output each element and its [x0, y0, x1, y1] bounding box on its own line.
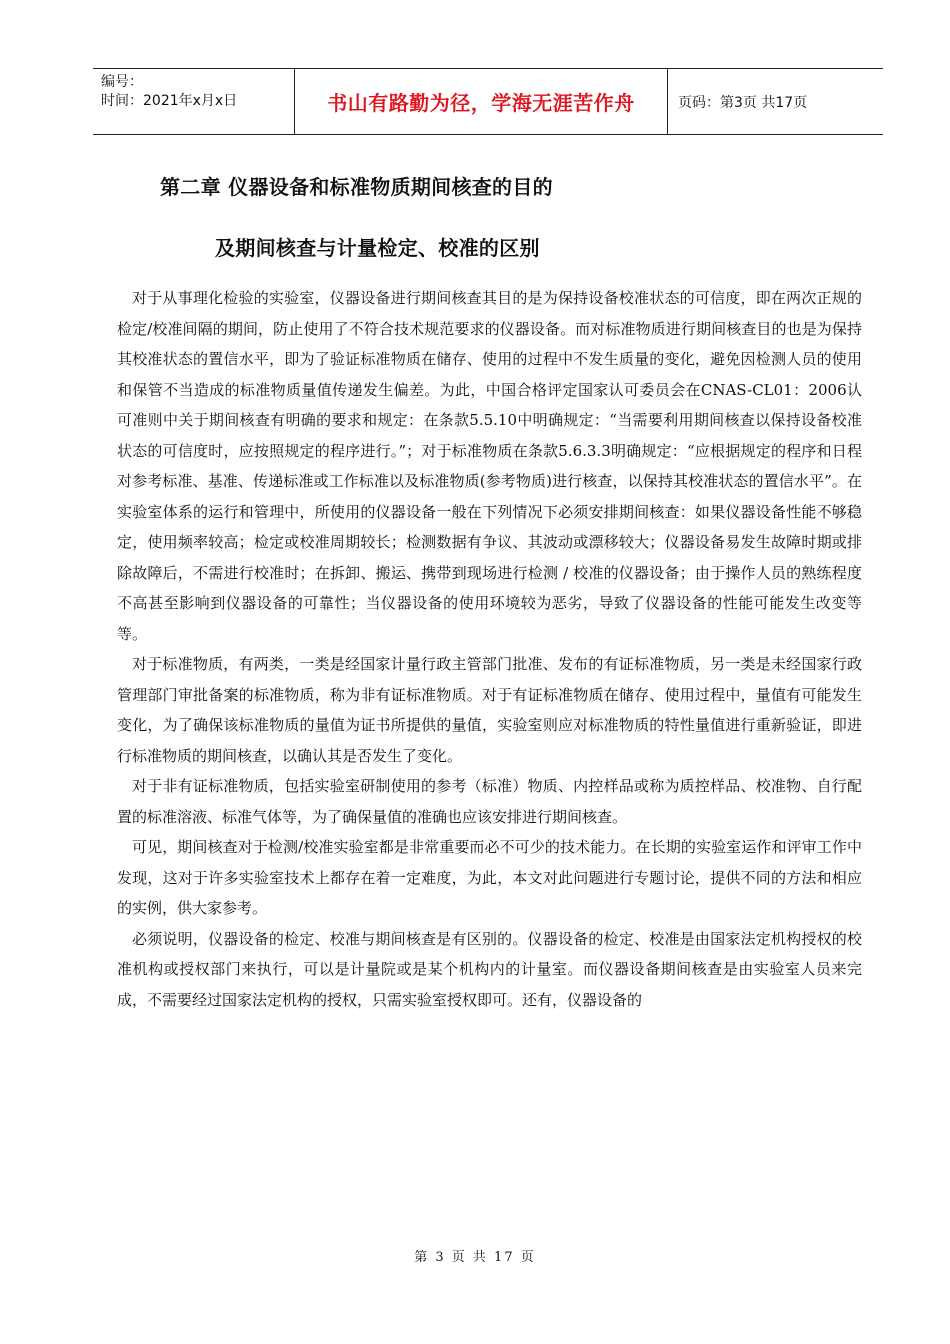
body-paragraph-1: 对于从事理化检验的实验室，仪器设备进行期间核查其目的是为保持设备校准状态的可信度，即在两次正规的检定/校准间隔的期间，防止使用了不符合技术规范要求的仪器设备。而对标准物质进行期间核查目的也是为保持其校准状态的置信水平，即为了验证标准物质在储存、使用的过程中不发生质量的变化，避免因检测人员的使用和保管不当造成的标准物质量值传递发生偏差。为此，中国合格评定国家认可委员会在CNAS-CL01：2006认可准则中关于期间核查有明确的要求和规定：在条款5.5.10中明确规定：“当需要利用期间核查以保持设备校准状态的可信度时，应按照规定的程序进行。”；对于标准物质在条款5.6.3.3明确规定：“应根据规定的程序和日程对参考标准、基准、传递标准或工作标准以及标准物质(参考物质)进行核查，以保持其校准状态的置信水平”。在实验室体系的运行和管理中，所使用的仪器设备一般在下列情况下必须安排期间核查：如果仪器设备性能不够稳定，使用频率较高；检定或校准周期较长；检测数据有争议、其波动或漂移较大；仪器设备易发生故障时期或排除故障后，不需进行校准时；在拆卸、搬运、携带到现场进行检测 / 校准的仪器设备；由于操作人员的熟练程度不高甚至影响到仪器设备的可靠性；当仪器设备的使用环境较为恶劣，导致了仪器设备的性能可能发生改变等等。: [117, 289, 862, 643]
document-body: [117, 283, 862, 1015]
body-paragraph-4: 可见，期间核查对于检测/校准实验室都是非常重要而必不可少的技术能力。在长期的实验室运作和评审工作中发现，这对于许多实验室技术上都存在着一定难度，为此，本文对此问题进行专题讨论，提供不同的方法和相应的实例，供大家参考。: [117, 838, 862, 917]
document-time-label: 时间：2021年x月x日: [101, 93, 238, 109]
header-meta-cell: [93, 69, 295, 134]
header-motto: 书山有路勤为径，学海无涯苦作舟: [295, 69, 668, 134]
page-header: [93, 68, 883, 135]
body-paragraph-5: 必须说明，仪器设备的检定、校准与期间核查是有区别的。仪器设备的检定、校准是由国家法定机构授权的校准机构或授权部门来执行，可以是计量院或是某个机构内的计量室。而仪器设备期间核查是由实验室人员来完成，不需要经过国家法定机构的授权，只需实验室授权即可。还有，仪器设备的: [117, 929, 862, 1009]
header-page-info: 页码：第3页 共17页: [678, 94, 808, 111]
body-paragraph-2: 对于标准物质，有两类，一类是经国家计量行政主管部门批准、发布的有证标准物质，另一类是未经国家行政管理部门审批备案的标准物质，称为非有证标准物质。对于有证标准物质在储存、使用过程中，量值有可能发生变化，为了确保该标准物质的量值为证书所提供的量值，实验室则应对标准物质的特性量值进行重新验证，即进行标准物质的期间核查，以确认其是否发生了变化。: [117, 655, 862, 765]
page-footer: 第 3 页 共 17 页: [414, 1250, 536, 1265]
chapter-title-line-1: 第二章 仪器设备和标准物质期间核查的目的: [160, 175, 553, 199]
body-paragraph-3: 对于非有证标准物质，包括实验室研制使用的参考（标准）物质、内控样品或称为质控样品、校准物、自行配置的标准溶液、标准气体等，为了确保量值的准确也应该安排进行期间核查。: [117, 777, 862, 826]
chapter-title-line-2: 及期间核查与计量检定、校准的区别: [215, 236, 540, 260]
document-number-label: 编号：: [101, 74, 143, 90]
